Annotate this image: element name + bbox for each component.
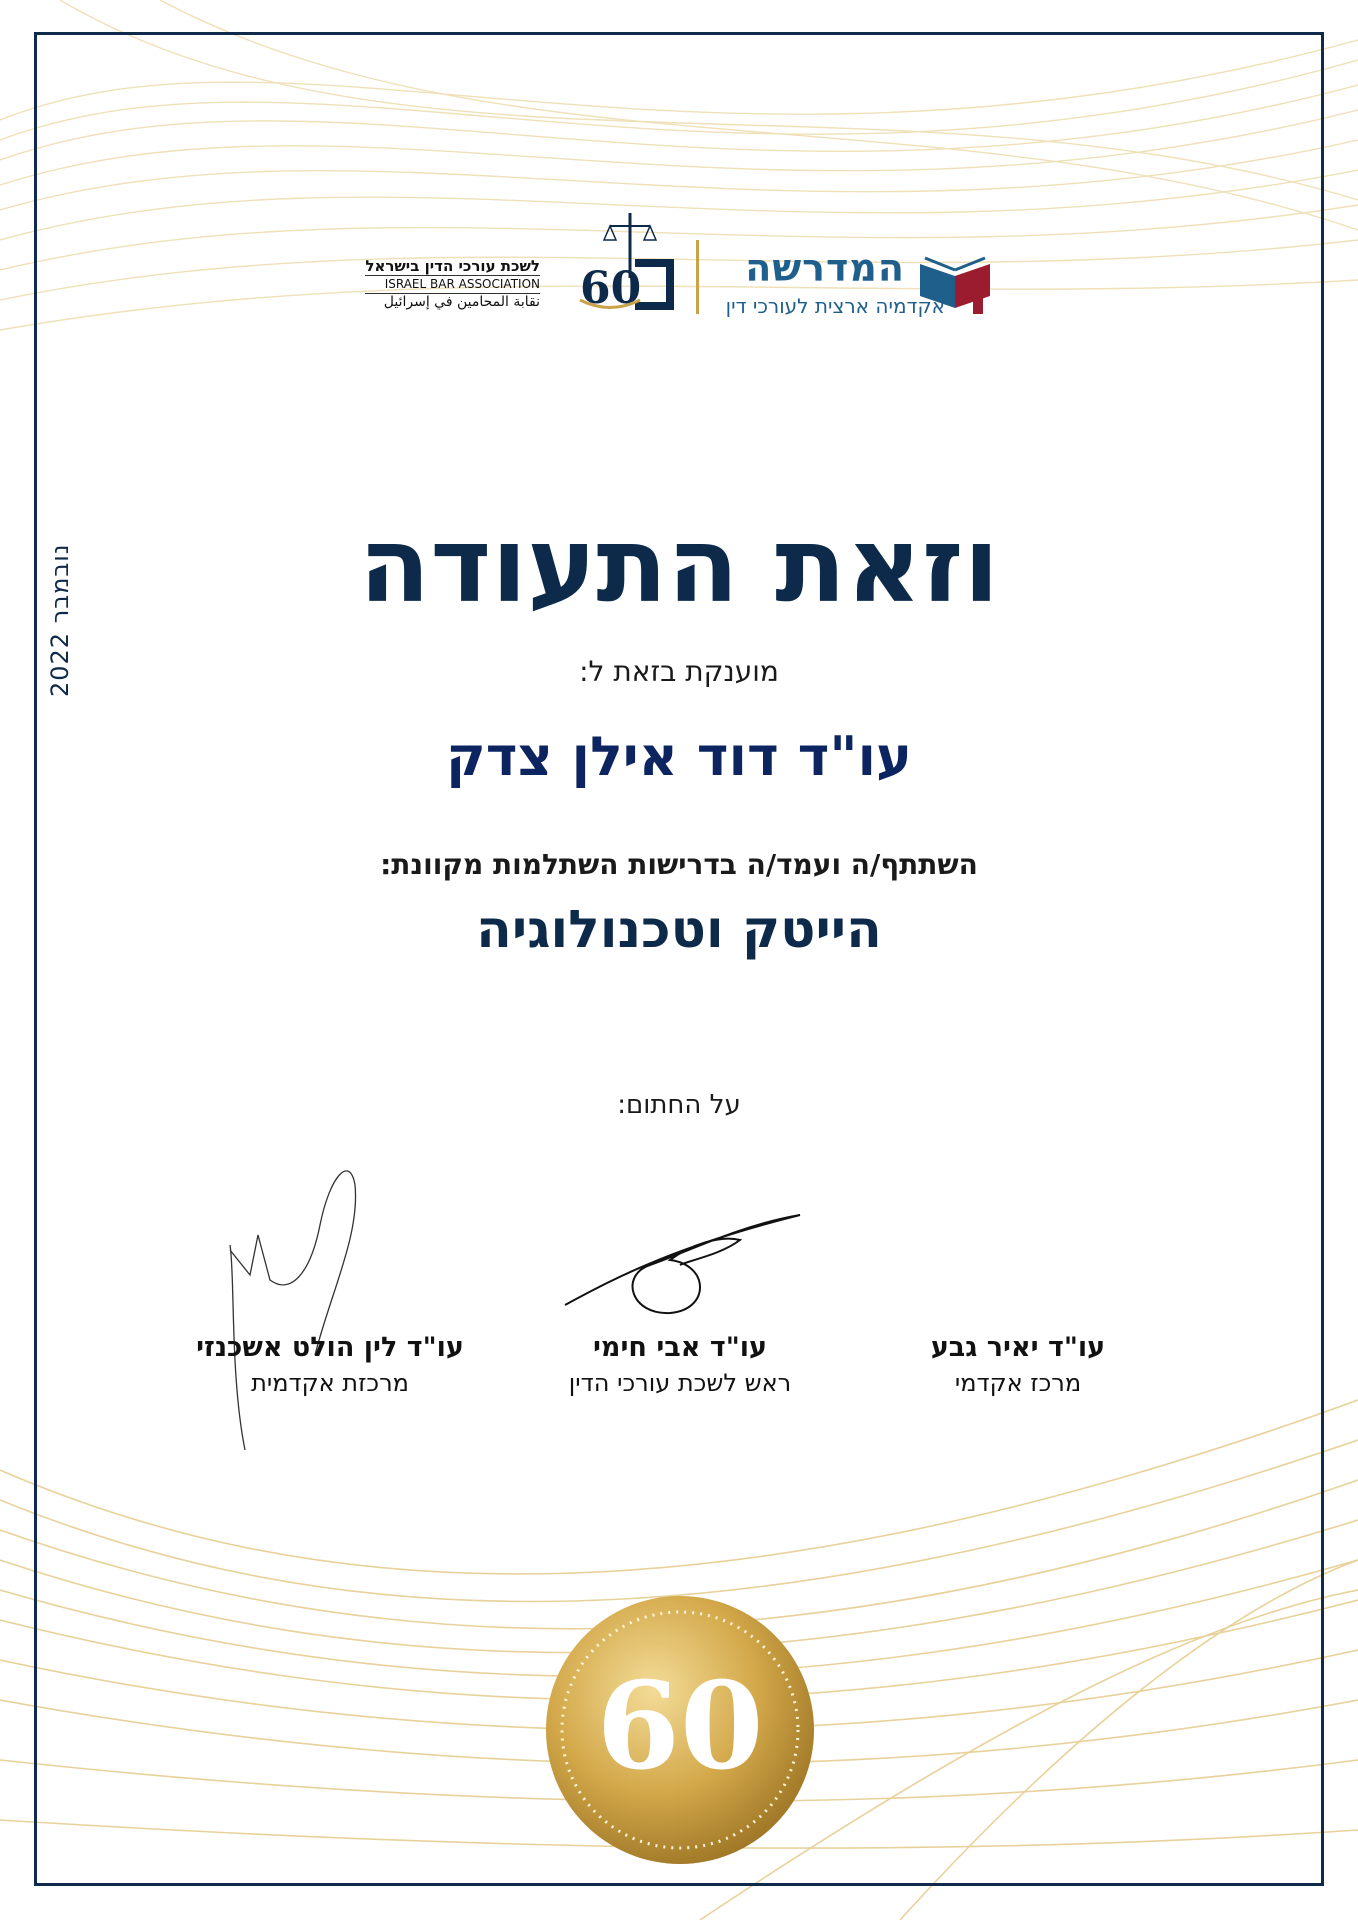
gold-60-seal (540, 1590, 820, 1870)
participation-label: השתתף/ה ועמד/ה בדרישות השתלמות מקוונת: (380, 848, 978, 881)
bar-arabic: نقابة المحامين في إسرائيل (383, 294, 540, 310)
signatory-3 (150, 1332, 510, 1397)
svg-text:60: 60 (580, 263, 642, 314)
issue-date: נובמבר 2022 (46, 543, 74, 697)
signed-label: על החתום: (617, 1090, 741, 1120)
signatory-role: מרכז אקדמי (954, 1369, 1082, 1397)
bar-association-text (365, 258, 540, 311)
signatory-name: עו"ד יאיר גבע (930, 1332, 1106, 1363)
signature-avi-chimi (560, 1205, 810, 1325)
academy-logo (715, 246, 1015, 326)
course-name: הייטק וטכנולוגיה (476, 900, 882, 960)
recipient-name: עו"ד דוד אילן צדק (446, 725, 912, 788)
header-logos (360, 200, 1000, 330)
certificate-title: וזאת התעודה (358, 504, 1000, 626)
signatory-name: עו"ד לין הולט אשכנזי (196, 1332, 464, 1363)
signatory-role: מרכזת אקדמית (251, 1369, 409, 1397)
signatory-1 (838, 1332, 1198, 1397)
bar-english: ISRAEL BAR ASSOCIATION (365, 275, 540, 294)
signature-lin-holt (220, 1155, 370, 1455)
signatory-2 (500, 1332, 860, 1397)
scales-60-icon (540, 208, 680, 318)
academy-name: המדרשה (745, 246, 905, 290)
svg-text:60: 60 (596, 1656, 764, 1797)
logo-separator (696, 240, 699, 314)
bar-hebrew: לשכת עורכי הדין בישראל (365, 257, 540, 275)
given-to-label: מוענקת בזאת ל: (579, 655, 779, 688)
bar-association-logo (360, 200, 680, 330)
signatory-name: עו"ד אבי חימי (592, 1332, 768, 1363)
signatory-role: ראש לשכת עורכי הדין (568, 1369, 792, 1397)
academy-subtitle: אקדמיה ארצית לעורכי דין (725, 294, 945, 318)
